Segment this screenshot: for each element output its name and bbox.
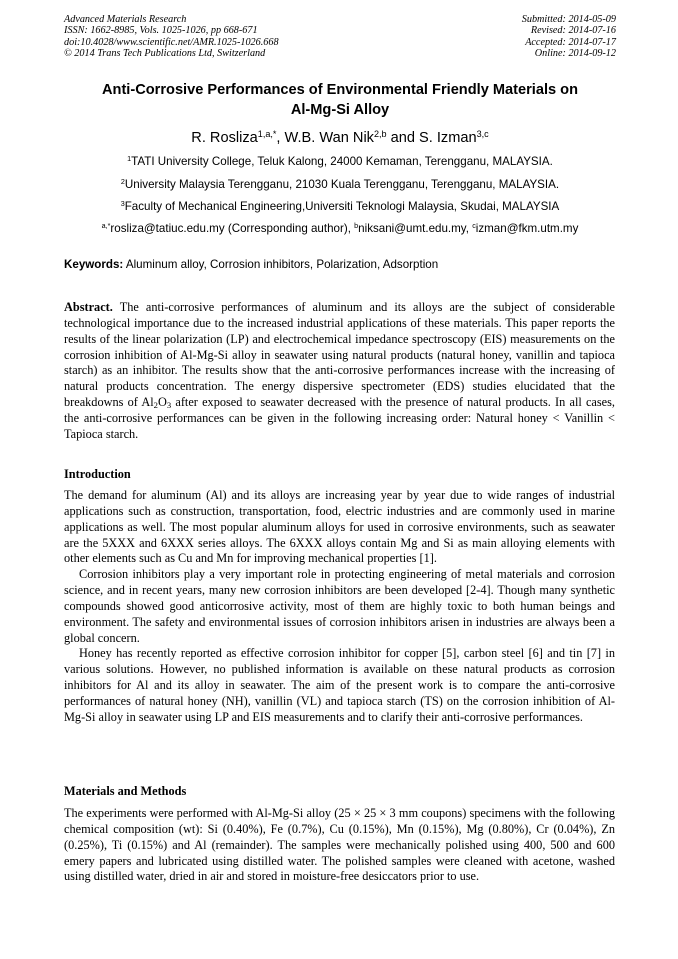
journal-copyright: © 2014 Trans Tech Publications Ltd, Switzerland <box>64 48 266 60</box>
abstract-paragraph <box>64 300 615 443</box>
email-link[interactable]: izman@fkm.utm.my <box>475 222 579 235</box>
keywords <box>64 258 438 272</box>
date-submitted: Submitted: 2014-05-09 <box>521 14 616 25</box>
title-line-2: Al-Mg-Si Alloy <box>290 102 390 118</box>
email-marker: c <box>472 221 476 231</box>
abstract-label: Abstract. <box>64 300 113 314</box>
email-link[interactable]: rosliza@tatiuc.edu.my (Corresponding author), <box>110 222 355 235</box>
author-1-marker: 1,a,* <box>257 129 277 140</box>
journal-name: Advanced Materials Research <box>64 14 187 25</box>
journal-issn: ISSN: 1662-8985, Vols. 1025-1026, pp 668-671 <box>64 25 258 37</box>
paragraph: The demand for aluminum (Al) and its alloys are increasing year by year due to wide ranges of industrial applications such as construction, transportation, food, electric industries and are commonly used in marine applications as well. The most popular aluminum alloys for used in corrosive environments, such as seawater are the 5XXX and 6XXX series alloys. The 6XXX alloys contain Mg and Si as main alloying elements with other elements such as Cu and Mn for improving mechanical properties [1]. <box>64 488 615 566</box>
author-2: W.B. Wan Nik <box>284 130 374 146</box>
affiliation-marker: 2 <box>120 177 125 187</box>
author-3-marker: 3,c <box>476 129 489 140</box>
email-marker: a,* <box>101 221 111 231</box>
paragraph: Honey has recently reported as effective corrosion inhibitor for copper [5], carbon steel [6] and tin [7] in various solutions. However, no published information is available on these natural products as corrosion inhibitors for Al and its alloy in seawater. The aim of the present work is to compare the anti-corrosive performances of natural honey (NH), vanillin (VL) and tapioca starch (TS) on the corrosion inhibition of Al-Mg-Si alloy in seawater using LP and EIS measurements and to clarify their anti-corrosive performances. <box>64 646 615 724</box>
title-line-1: Anti-Corrosive Performances of Environmental Friendly Materials on <box>101 82 579 98</box>
author-separator: and <box>386 130 420 146</box>
date-revised: Revised: 2014-07-16 <box>530 25 616 37</box>
journal-header-right <box>522 14 616 60</box>
email-marker: b <box>354 221 359 231</box>
paragraph: Corrosion inhibitors play a very important role in protecting engineering of metal materials and corrosion science, and in recent years, many new corrosion inhibitors are been developed [2-4]. Though many synthetic compounds showed good anticorrosive activity, most of them are highly toxic to both human beings and environment. The safety and environmental issues of corrosion inhibitors arisen in industries are always been a global concern. <box>64 567 615 645</box>
journal-header-left <box>64 14 279 60</box>
affiliation-text: TATI University College, Teluk Kalong, 24000 Kemaman, Terengganu, MALAYSIA. <box>131 155 553 168</box>
date-online: Online: 2014-09-12 <box>534 48 616 60</box>
affiliation-3 <box>64 200 616 214</box>
subscript: 3 <box>166 400 172 411</box>
affiliation-2 <box>64 178 616 192</box>
affiliation-text: Faculty of Mechanical Engineering,Universiti Teknologi Malaysia, Skudai, MALAYSIA <box>124 200 560 213</box>
affiliation-marker: 1 <box>127 154 132 164</box>
email-link[interactable]: niksani@umt.edu.my, <box>358 222 473 235</box>
abstract-text: The anti-corrosive performances of aluminum and its alloys are the subject of considerable technological importance due to the increased industrial applications of these materials. This paper reports the results of the linear polarization (LP) and electrochemical impedance spectroscopy (EIS) measurements on the corrosion inhibition of Al-Mg-Si alloy in seawater using natural products (natural honey, vanillin and tapioca starch) as an inhibitor. The results show that the anti-corrosive performances increase with the increasing of natural products concentration. The energy dispersive spectrometer (EDS) studies elucidated that the breakdowns of Al <box>64 300 615 410</box>
affiliation-marker: 3 <box>120 199 125 209</box>
affiliation-text: University Malaysia Terengganu, 21030 Kuala Terengganu, Terengganu, MALAYSIA. <box>124 178 560 191</box>
date-accepted: Accepted: 2014-07-17 <box>525 36 616 48</box>
author-1: R. Rosliza <box>191 130 258 146</box>
paragraph: The experiments were performed with Al-Mg-Si alloy (25 × 25 × 3 mm coupons) specimens with the following chemical composition (wt): Si (0.40%), Fe (0.7%), Cu (0.15%), Mn (0.15%), Mg (0.80%), Cr (0.04%), Zn (0.25%), Ti (0.15%) and Al (remainder). The samples were mechanically polished using 400, 500 and 600 emery papers and lubricated using distilled water. The polished samples were cleaned with acetone, washed using distilled water, dried in air and stored in moisture-free desiccators prior to use. <box>64 806 615 884</box>
keywords-text: Aluminum alloy, Corrosion inhibitors, Polarization, Adsorption <box>123 258 439 271</box>
section-heading-introduction: Introduction <box>64 467 131 481</box>
introduction-body <box>64 488 615 726</box>
abstract <box>64 300 615 443</box>
author-3: S. Izman <box>419 130 477 146</box>
subscript: 2 <box>153 400 158 411</box>
author-separator: , <box>276 130 285 146</box>
abstract-text: O <box>157 395 167 410</box>
author-2-marker: 2,b <box>373 129 387 140</box>
section-heading-methods: Materials and Methods <box>64 784 187 798</box>
affiliation-1 <box>64 155 616 169</box>
author-emails <box>64 222 616 236</box>
author-list <box>64 128 616 148</box>
methods-body <box>64 806 615 885</box>
keywords-label: Keywords: <box>64 258 124 271</box>
paper-title <box>64 80 616 120</box>
journal-doi: doi:10.4028/www.scientific.net/AMR.1025-1026.668 <box>64 36 279 48</box>
abstract-text: after exposed to seawater decreased with the presence of natural products. In all cases, the anti-corrosive performances can be given in the following increasing order: Natural honey < Vanillin < Tapioca starch. <box>64 395 615 441</box>
